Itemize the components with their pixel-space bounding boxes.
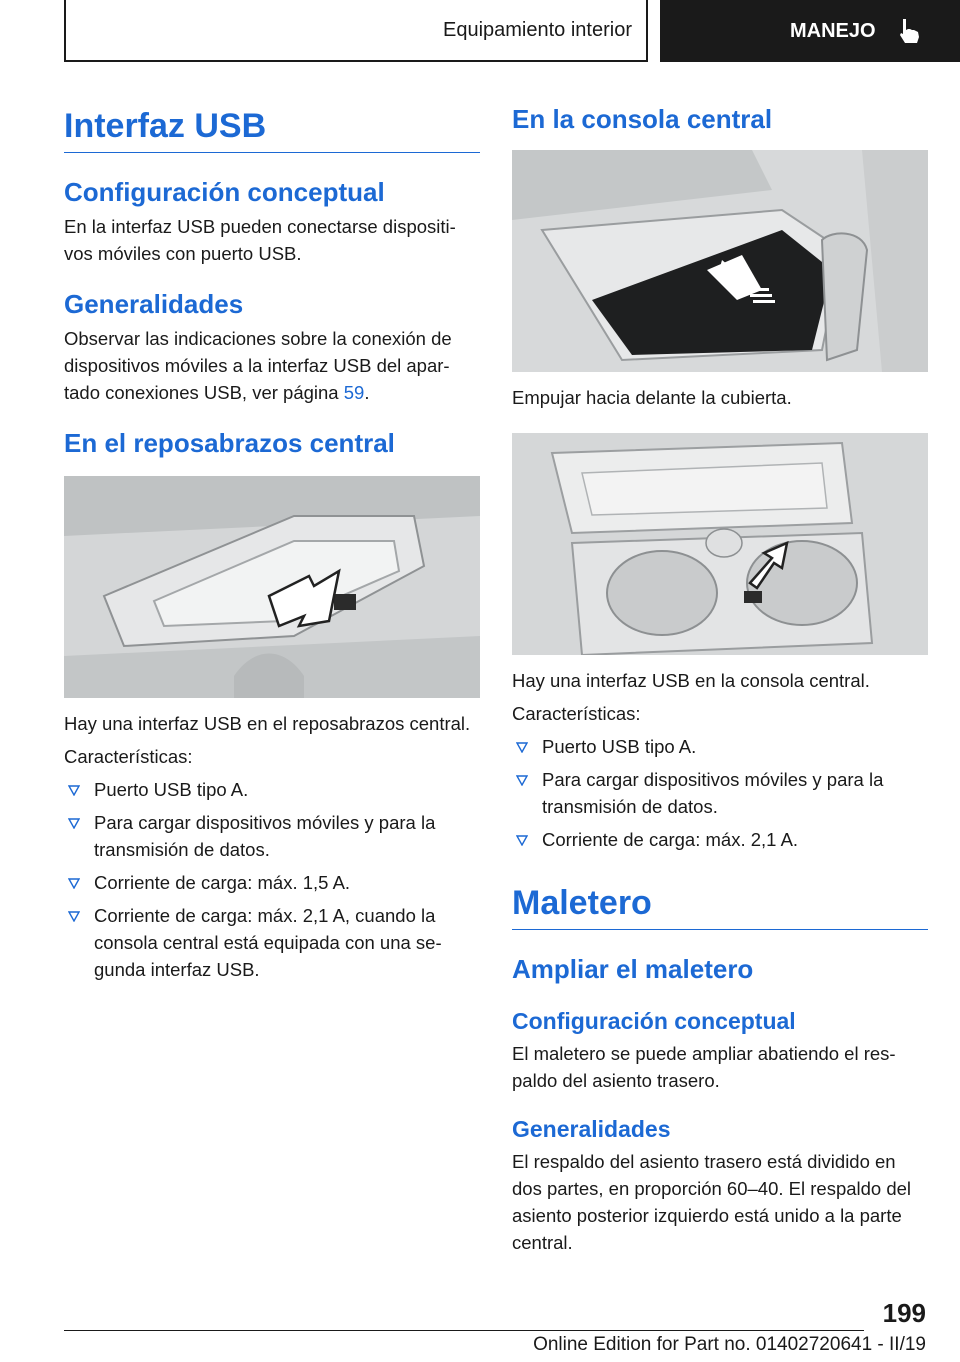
armrest-heading: En el reposabrazos central [64, 428, 395, 458]
triangle-bullet-icon [516, 775, 528, 786]
list-item: Corriente de carga: máx. 1,5 A. [64, 869, 480, 896]
concept-heading: Configuración conceptual [64, 177, 385, 207]
triangle-bullet-icon [516, 835, 528, 846]
armrest-caption: Hay una interfaz USB en el reposabrazos central. [64, 713, 471, 734]
trunk-general-heading: Generalidades [512, 1116, 671, 1142]
section-tab [64, 0, 648, 62]
console-feature-list [512, 733, 928, 853]
trunk-subtitle: Ampliar el maletero [512, 954, 754, 984]
list-item: Corriente de carga: máx. 2,1 A. [512, 826, 928, 853]
trunk-title: Maletero [512, 884, 652, 922]
general-heading: Generalidades [64, 289, 244, 319]
trunk-concept-text: El maletero se puede ampliar abatiendo el res‐ paldo del asiento trasero. [512, 1043, 896, 1091]
console-caption-2: Hay una interfaz USB en la consola central. [512, 670, 870, 691]
triangle-bullet-icon [68, 818, 80, 829]
trunk-general-text: El respaldo del asiento trasero está dividido en dos partes, en proporción 60–40. El respaldo del asiento posterior izquierdo está unido a la parte central. [512, 1151, 912, 1253]
trunk-divider [512, 929, 928, 930]
concept-text: En la interfaz USB pueden conectarse dispositi‐ vos móviles con puerto USB. [64, 216, 456, 264]
list-item: Para cargar dispositivos móviles y para la transmisión de datos. [512, 766, 928, 820]
footer-divider [64, 1330, 864, 1331]
list-item: Corriente de carga: máx. 2,1 A, cuando la consola central está equipada con una se‐ gunda interfaz USB. [64, 902, 480, 983]
console-caption-1: Empujar hacia delante la cubierta. [512, 387, 792, 408]
triangle-bullet-icon [68, 878, 80, 889]
armrest-feature-list [64, 776, 480, 983]
console-usb-figure [512, 433, 928, 655]
general-text: Observar las indicaciones sobre la conexión de dispositivos móviles a la interfaz USB del apar‐ tado conexiones USB, ver página 59. [64, 328, 452, 403]
armrest-features-label: Características: [64, 746, 193, 767]
page-number: 199 [882, 1298, 926, 1328]
console-cover-figure [512, 150, 928, 372]
list-item: Puerto USB tipo A. [512, 733, 928, 760]
title-divider [64, 152, 480, 153]
trunk-concept-heading: Configuración conceptual [512, 1008, 796, 1034]
armrest-usb-figure [64, 476, 480, 698]
page-title: Interfaz USB [64, 107, 267, 145]
list-item: Puerto USB tipo A. [64, 776, 480, 803]
left-column [64, 100, 480, 989]
chapter-tab [660, 0, 960, 62]
pointing-hand-icon [896, 17, 922, 45]
edition-footer: Online Edition for Part no. 01402720641 - II/19 [533, 1334, 926, 1355]
section-title: Equipamiento interior [443, 18, 632, 41]
page-link[interactable]: 59 [343, 382, 365, 403]
right-column [512, 100, 928, 1256]
console-heading: En la consola central [512, 104, 773, 134]
list-item: Para cargar dispositivos móviles y para la transmisión de datos. [64, 809, 480, 863]
triangle-bullet-icon [68, 911, 80, 922]
console-features-label: Características: [512, 703, 641, 724]
triangle-bullet-icon [68, 785, 80, 796]
chapter-title: MANEJO [790, 19, 876, 42]
triangle-bullet-icon [516, 742, 528, 753]
